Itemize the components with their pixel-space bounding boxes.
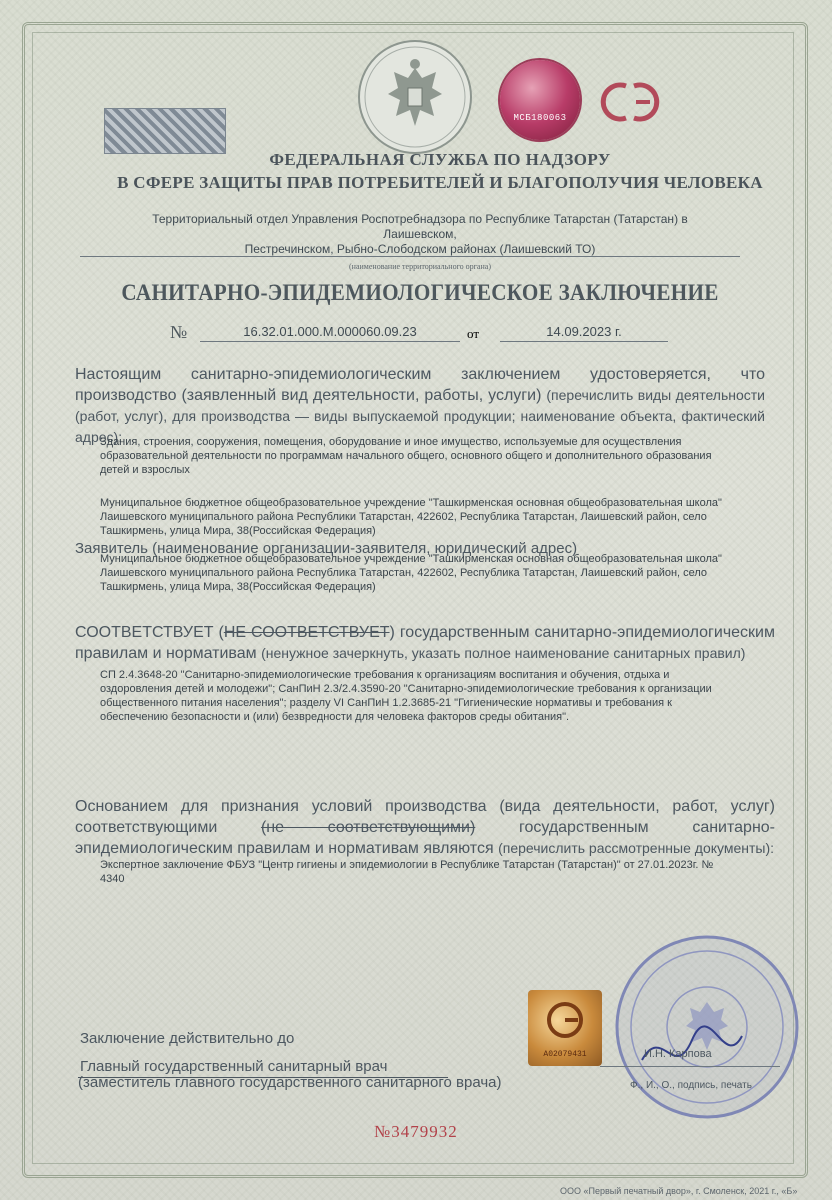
signature-caption: Ф., И., О., подпись, печать	[630, 1080, 752, 1091]
basis-strike: (не соответствующими)	[260, 819, 476, 836]
territorial-underline	[80, 256, 740, 257]
conform-small: (ненужное зачеркнуть, указать полное наименование санитарных правил)	[261, 645, 746, 661]
chief-doctor-label: Главный государственный санитарный врач	[80, 1058, 388, 1075]
basis-text-a: Основанием для признания условий производства (вида деятельности, работ, услуг) соответствующими	[75, 798, 775, 836]
hologram-strip	[104, 108, 226, 154]
applicant-label: Заявитель (наименование организации-заявителя, юридический адрес)	[75, 540, 578, 557]
intro-text: Настоящим санитарно-эпидемиологическим заключением удостоверяется, что производство (заявленный вид деятельности, работы, услуги)	[75, 366, 765, 404]
valid-until-label: Заключение действительно до	[80, 1030, 295, 1047]
basis-paragraph	[75, 796, 775, 859]
expert-text: Экспертное заключение ФБУЗ "Центр гигиены и эпидемиологии в Республике Татарстан (Татарстан)" от 27.01.2023г. № 4340	[100, 859, 714, 885]
se-logo-icon	[596, 80, 664, 124]
signer-name: И.Н. Карпова	[644, 1048, 712, 1060]
agency-title-line2: В СФЕРЕ ЗАЩИТЫ ПРАВ ПОТРЕБИТЕЛЕЙ И БЛАГОПОЛУЧИЯ ЧЕЛОВЕКА	[117, 173, 763, 192]
signature-underline	[600, 1066, 780, 1067]
applicant-text: Муниципальное бюджетное общеобразовательное учреждение "Ташкирменская основная общеобразовательная школа" Лаишевского муниципального района Республика Татарстан, 422602, Республика Татарстан, Лаишевский район, село Ташкирмень, улица Мира, 38(Российская Федерация)	[100, 553, 722, 593]
basis-small: (перечислить рассмотренные документы):	[498, 840, 775, 856]
number-sign: №	[170, 322, 188, 342]
activity-text: Здания, строения, сооружения, помещения, оборудование и иное имущество, используемые для осуществления образовательной деятельности по программам начального общего, основного общего и дополнительного образования детей и взрослых	[100, 436, 712, 476]
basis-text-b: государственным санитарно-эпидемиологическим правилам и нормативам являются	[75, 819, 775, 857]
document-title: САНИТАРНО-ЭПИДЕМИОЛОГИЧЕСКОЕ ЗАКЛЮЧЕНИЕ	[121, 280, 719, 305]
double-headed-eagle-icon	[356, 38, 474, 156]
territorial-line1: Территориальный отдел Управления Роспотребнадзора по Республике Татарстан (Татарстан) в Лаишевском,	[152, 212, 688, 241]
intro-small-text: (перечислить виды деятельности (работ, услуг), для производства — виды выпускаемой продукции; наименование объекта, фактический адрес):	[75, 387, 765, 445]
certificate-number: 16.32.01.000.М.000060.09.23	[200, 324, 460, 342]
territorial-line2: Пестречинском, Рыбно-Слободском районах (Лаишевский ТО)	[244, 242, 596, 256]
conform-word: СООТВЕТСТВУЕТ	[75, 624, 214, 641]
serial-number: №3479932	[374, 1122, 458, 1141]
date-prefix: от	[467, 326, 480, 341]
printer-imprint: ООО «Первый печатный двор», г. Смоленск, 2021 г., «Б»	[560, 1186, 798, 1196]
facility-text: Муниципальное бюджетное общеобразовательное учреждение "Ташкирменская основная общеобразовательная школа" Лаишевского муниципального района Республики Татарстан, 422602, Республика Татарстан, Лаишевский район, село Ташкирмень, улица Мира, 38(Российская Федерация)	[100, 497, 722, 537]
agency-title-line1: ФЕДЕРАЛЬНАЯ СЛУЖБА ПО НАДЗОРУ	[269, 150, 611, 169]
certificate-date: 14.09.2023 г.	[500, 324, 668, 342]
hologram-code: А02079431	[543, 1050, 587, 1059]
deputy-label: (заместитель главного государственного санитарного врача)	[78, 1074, 502, 1091]
rules-text: СП 2.4.3648-20 "Санитарно-эпидемиологические требования к организациям воспитания и обучения, отдыха и оздоровления детей и молодежи"; СанПиН 2.3/2.4.3590-20 "Санитарно-эпидемиологические требования к организации общественного питания населения"; разделу VI СанПиН 1.2.3685-21 "Гигиенические нормативы и требования к обеспечению безопасности и (или) безвредности для человека факторов среды обитания".	[100, 669, 712, 723]
territorial-body	[120, 212, 720, 257]
conformity-paragraph: СООТВЕТСТВУЕТ (НЕ СООТВЕТСТВУЕТ) государственным санитарно-эпидемиологическим правилам и нормативам (ненужное зачеркнуть, указать полное наименование санитарных правил)	[75, 624, 775, 662]
conform-rest: государственным санитарно-эпидемиологическим правилам и нормативам	[75, 624, 775, 662]
not-conform-word: НЕ СООТВЕТСТВУЕТ	[223, 624, 390, 641]
red-seal-code: МСБ180063	[513, 113, 567, 123]
official-stamp	[612, 932, 802, 1122]
territorial-caption: (наименование территориального органа)	[349, 262, 491, 271]
red-security-seal	[500, 60, 580, 140]
